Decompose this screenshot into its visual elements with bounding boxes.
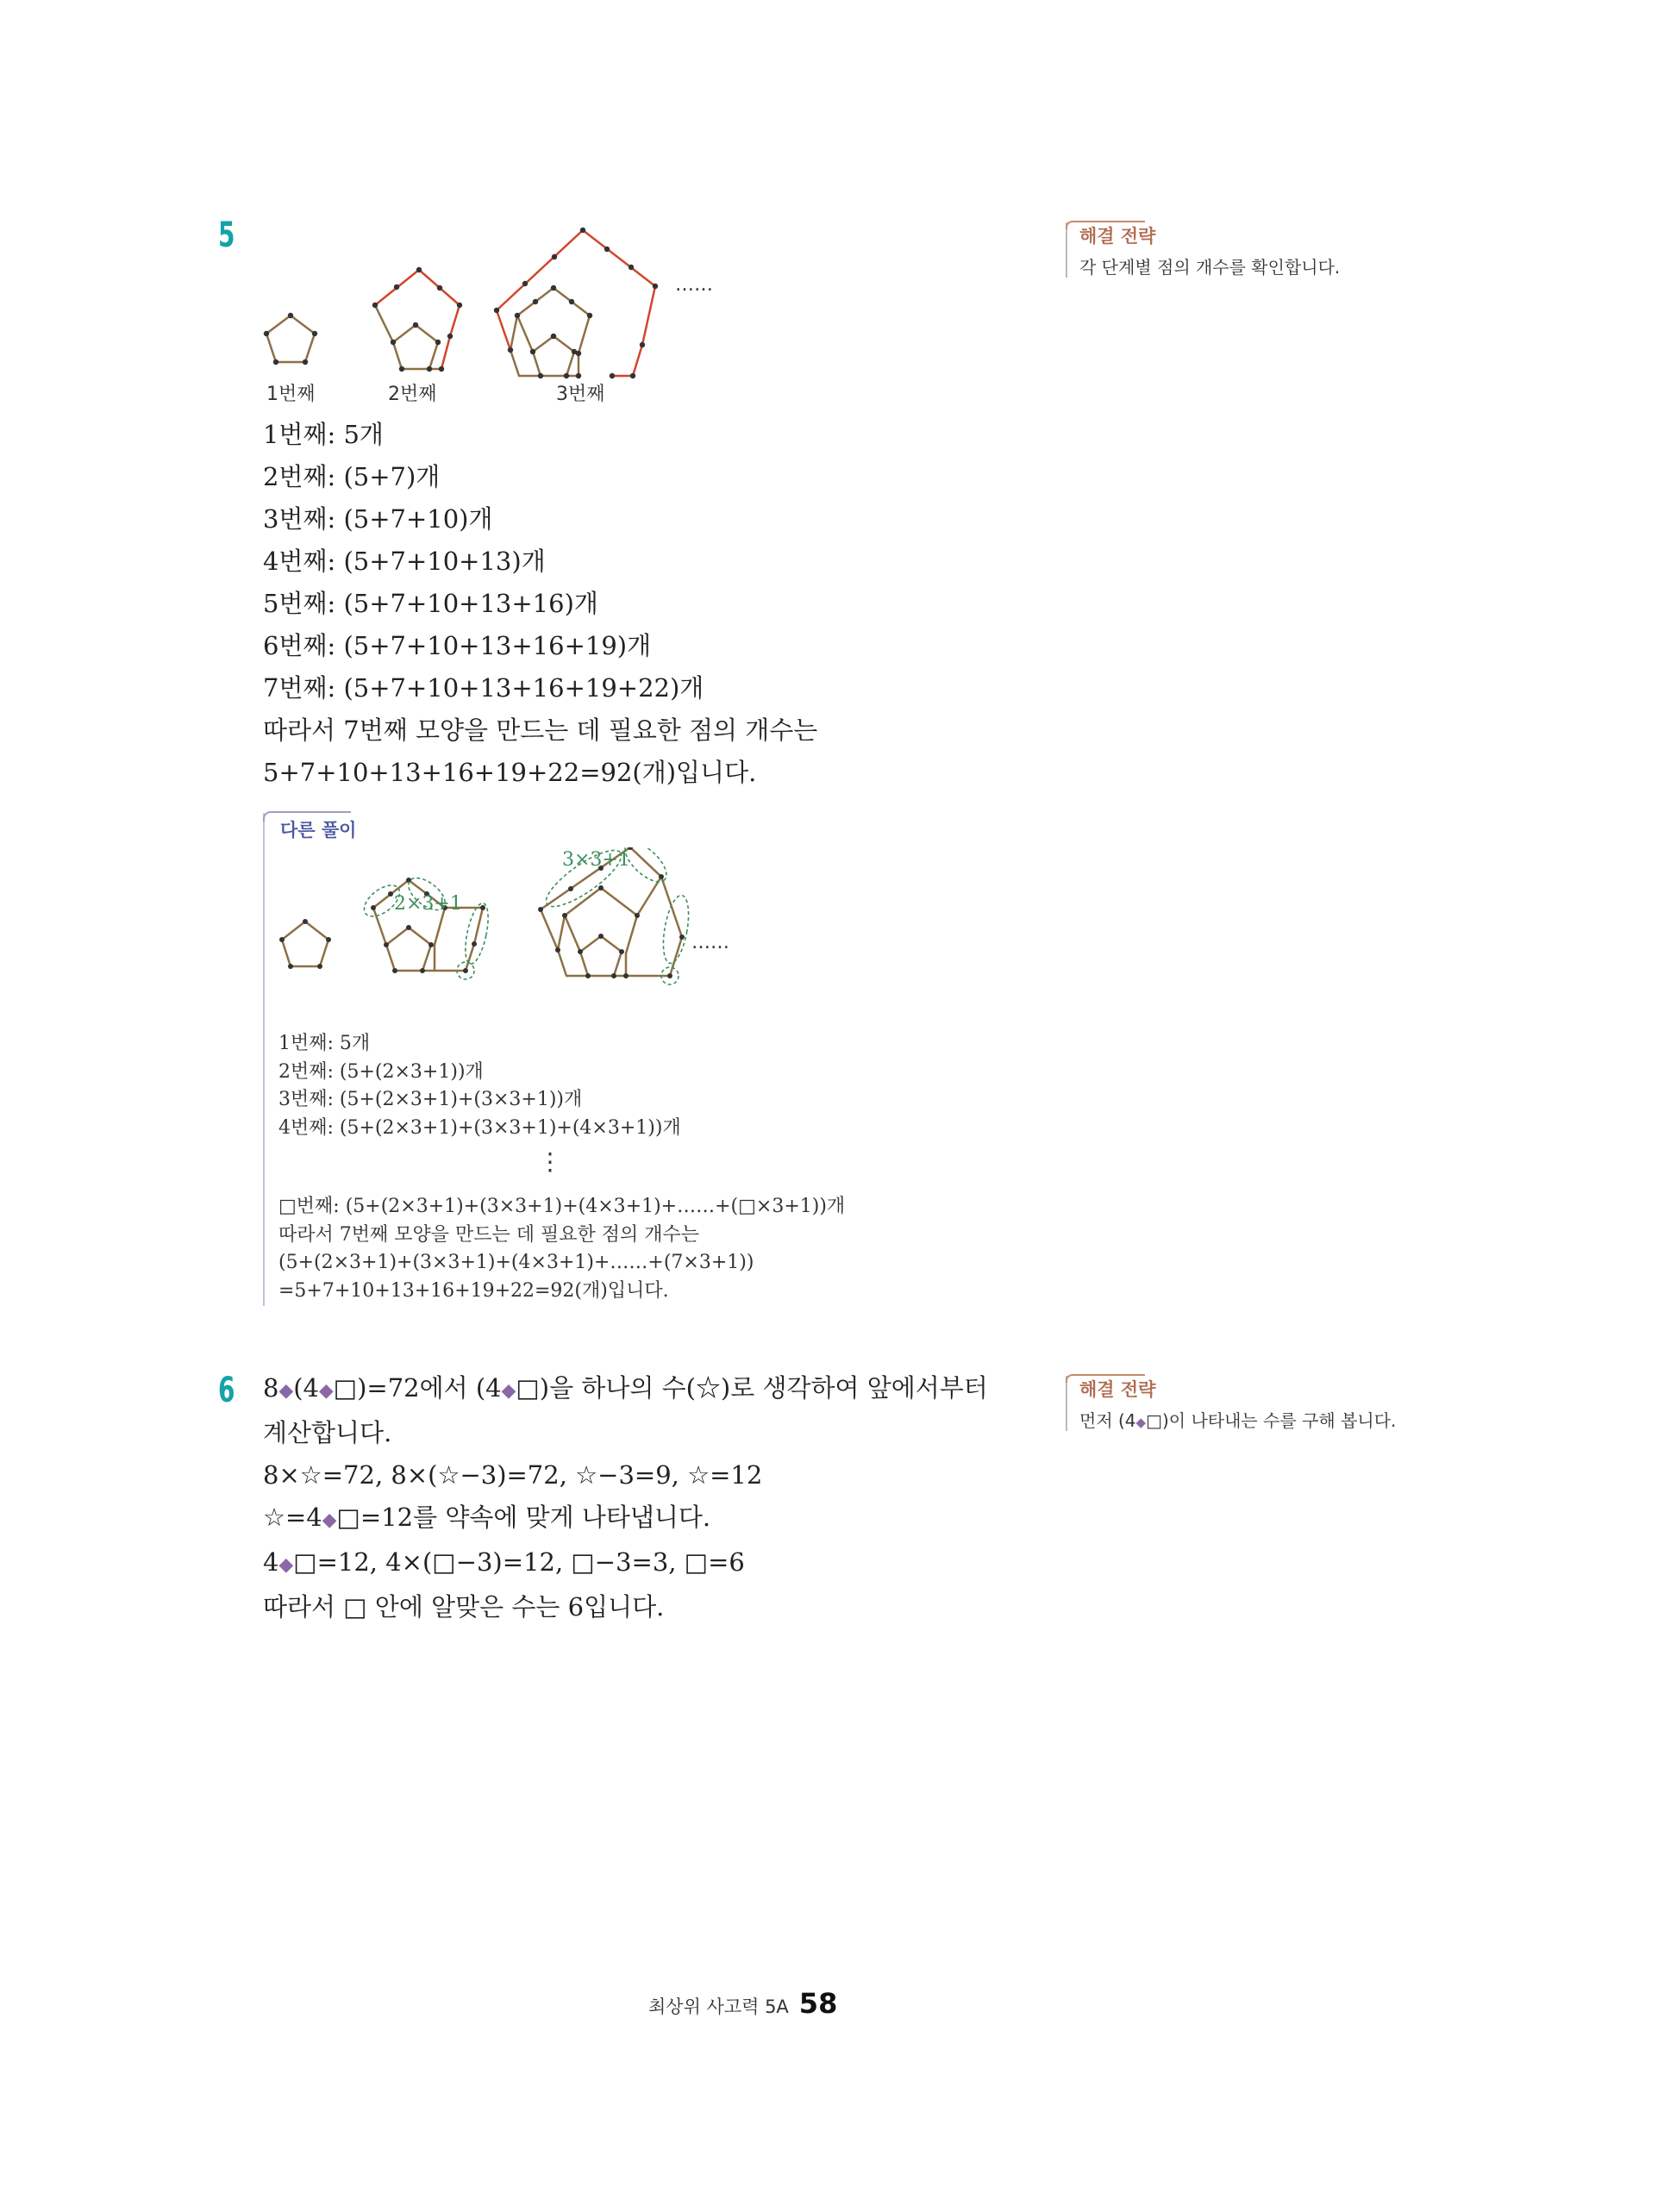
solution-line: 6번째: (5+7+10+13+16+19)개 xyxy=(263,631,652,660)
solution-line: 8×☆=72, 8×(☆−3)=72, ☆−3=9, ☆=12 xyxy=(263,1460,763,1490)
solution-line: 따라서 7번째 모양을 만드는 데 필요한 점의 개수는 xyxy=(263,715,818,745)
solution-line: 4◆□=12, 4×(□−3)=12, □−3=3, □=6 xyxy=(263,1547,745,1577)
alt-line: 1번째: 5개 xyxy=(278,1033,371,1054)
strategy-title: 해결 전략 xyxy=(1079,226,1156,247)
alt-line: (5+(2×3+1)+(3×3+1)+(4×3+1)+……+(7×3+1)) xyxy=(278,1252,754,1273)
fig2-outer-brown xyxy=(375,305,393,342)
fig3-inner-pentagon xyxy=(533,336,574,376)
annotation-3x3+1: 3×3+1 xyxy=(562,849,630,871)
alt-line: 따라서 7번째 모양을 만드는 데 필요한 점의 개수는 xyxy=(278,1223,699,1246)
alt-ellipsis: …… xyxy=(691,932,729,953)
solution-line: 8◆(4◆□)=72에서 (4◆□)을 하나의 수(☆)로 생각하여 앞에서부터 xyxy=(263,1373,988,1403)
solution-line: 2번째: (5+7)개 xyxy=(263,462,441,491)
fig-label-3: 3번째 xyxy=(556,384,605,405)
ellipsis: …… xyxy=(675,274,713,296)
book-title: 최상위 사고력 5A xyxy=(648,1996,789,2017)
alt-lines xyxy=(278,1030,681,1142)
solution-line: 3번째: (5+7+10)개 xyxy=(263,504,493,534)
solution-line: 4번째: (5+7+10+13)개 xyxy=(263,547,546,576)
problem-5-solution xyxy=(263,414,817,794)
strategy-text: 각 단계별 점의 개수를 확인합니다. xyxy=(1079,257,1341,278)
page-footer xyxy=(648,1987,837,2020)
alt-lines-2 xyxy=(278,1193,845,1305)
solution-line: 따라서 □ 안에 알맞은 수는 6입니다. xyxy=(263,1592,665,1622)
fig-label-1: 1번째 xyxy=(266,384,316,405)
alt-line: 4번째: (5+(2×3+1)+(3×3+1)+(4×3+1))개 xyxy=(278,1116,681,1139)
fig3-middle xyxy=(517,288,590,376)
pentagon-figures xyxy=(250,207,733,405)
solution-line: 7번째: (5+7+10+13+16+19+22)개 xyxy=(263,673,704,703)
strategy-text: 먼저 (4◆□)이 나타내는 수를 구해 봅니다. xyxy=(1079,1410,1397,1431)
alt-pentagon-figures xyxy=(265,847,782,1003)
alt-line: 2번째: (5+(2×3+1))개 xyxy=(278,1060,484,1083)
vertical-dots: ⋮ xyxy=(538,1147,562,1176)
alt-line: 3번째: (5+(2×3+1)+(3×3+1))개 xyxy=(278,1089,583,1110)
strategy-title: 해결 전략 xyxy=(1079,1379,1156,1400)
fig3-outer-brown xyxy=(510,316,541,376)
problem-5-number: 5 xyxy=(218,216,235,255)
page-number: 58 xyxy=(798,1987,838,2020)
solution-line: 1번째: 5개 xyxy=(263,420,384,449)
fig-label-2: 2번째 xyxy=(388,384,437,405)
solution-line: 계산합니다. xyxy=(263,1418,392,1447)
strategy-box-6 xyxy=(1066,1376,1396,1431)
alternative-solution-box xyxy=(263,813,980,1306)
solution-line: 5번째: (5+7+10+13+16)개 xyxy=(263,589,598,618)
alt-line: =5+7+10+13+16+19+22=92(개)입니다. xyxy=(278,1279,669,1302)
annotation-2x3+1: 2×3+1 xyxy=(394,893,462,915)
solution-line: 5+7+10+13+16+19+22=92(개)입니다. xyxy=(263,758,757,787)
alt-line: □번째: (5+(2×3+1)+(3×3+1)+(4×3+1)+……+(□×3+1))개 xyxy=(278,1196,846,1217)
fig2-red-path xyxy=(375,270,460,369)
fig2-inner-pentagon xyxy=(393,325,438,369)
problem-6-number: 6 xyxy=(218,1371,235,1410)
fig1-pentagon xyxy=(266,316,315,362)
problem-6-solution xyxy=(263,1367,988,1628)
strategy-box-5 xyxy=(1066,222,1340,278)
alt-title: 다른 풀이 xyxy=(280,820,357,840)
solution-line: ☆=4◆□=12를 약속에 맞게 나타냅니다. xyxy=(263,1503,711,1532)
